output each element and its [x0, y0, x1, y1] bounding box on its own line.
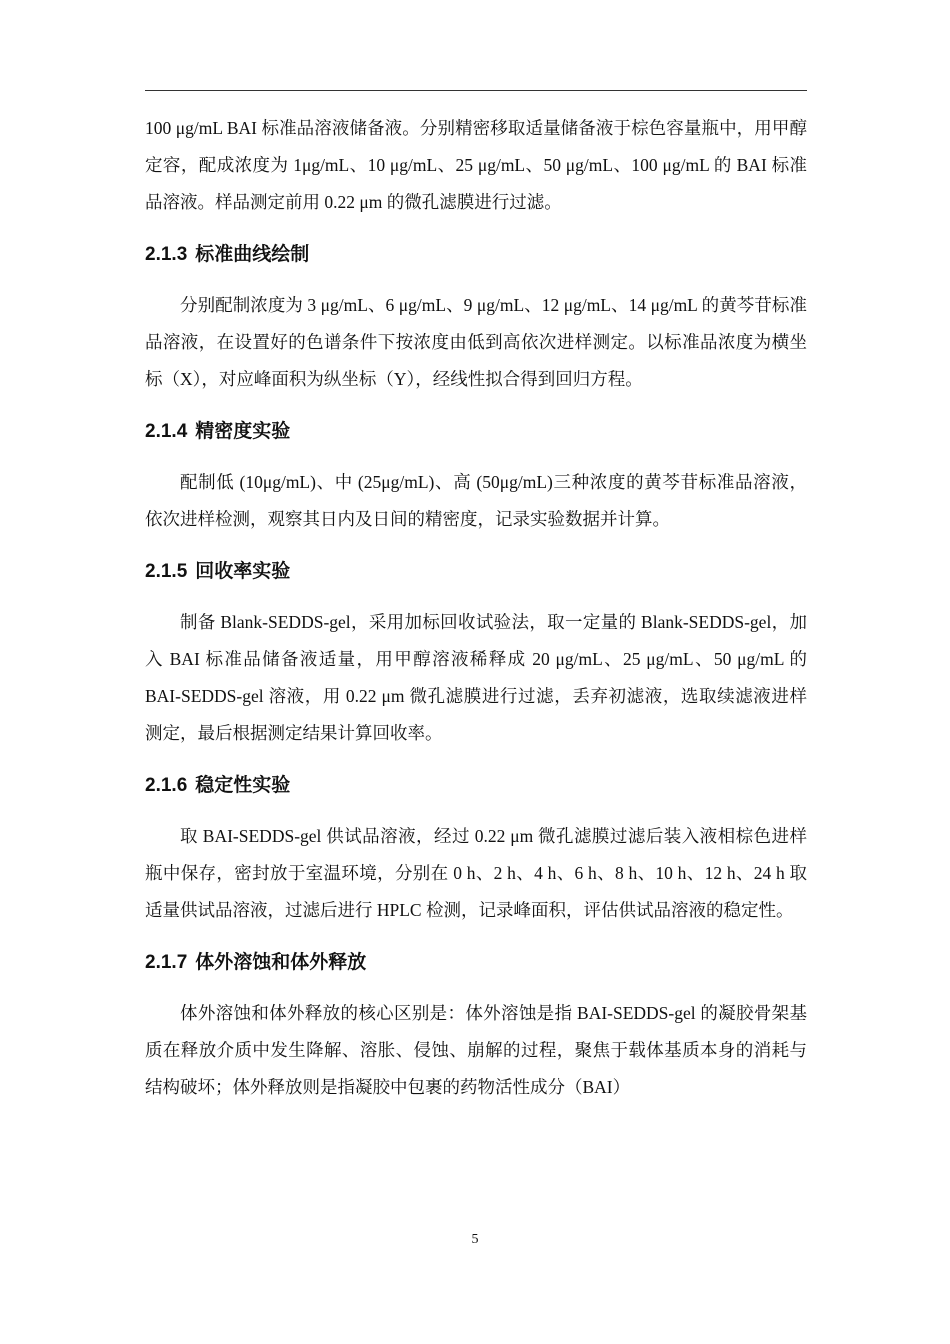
section-number: 2.1.7	[145, 952, 188, 973]
section-title: 标准曲线绘制	[195, 244, 310, 265]
section-number: 2.1.3	[145, 244, 188, 265]
section-title: 回收率实验	[195, 561, 291, 582]
section-title: 稳定性实验	[195, 775, 291, 796]
section-heading-2-1-6	[145, 772, 807, 800]
header-rule	[145, 90, 807, 91]
page-content	[145, 110, 807, 1106]
section-number: 2.1.6	[145, 775, 188, 796]
section-number: 2.1.4	[145, 421, 188, 442]
section-paragraph: 取 BAI-SEDDS-gel 供试品溶液，经过 0.22 μm 微孔滤膜过滤后装入液相棕色进样瓶中保存，密封放于室温环境，分别在 0 h、2 h、4 h、6 h、8 h、10 h、12 h、24 h 取适量供试品溶液，过滤后进行 HPLC 检测，记录峰面积，评估供试品溶液的稳定性。	[145, 826, 807, 920]
section-heading-2-1-3	[145, 241, 807, 269]
section-heading-2-1-5	[145, 558, 807, 586]
section-paragraph: 体外溶蚀和体外释放的核心区别是：体外溶蚀是指 BAI-SEDDS-gel 的凝胶骨架基质在释放介质中发生降解、溶胀、侵蚀、崩解的过程，聚焦于载体基质本身的消耗与结构破坏；体外释放则是指凝胶中包裹的药物活性成分（BAI）	[145, 1003, 807, 1097]
section-paragraph: 制备 Blank-SEDDS-gel，采用加标回收试验法，取一定量的 Blank-SEDDS-gel，加入 BAI 标准品储备液适量，用甲醇溶液稀释成 20 μg/mL、25 μg/mL、50 μg/mL 的 BAI-SEDDS-gel 溶液，用 0.22 μm 微孔滤膜进行过滤，丢弃初滤液，选取续滤液进样测定，最后根据测定结果计算回收率。	[145, 612, 807, 743]
section-paragraph: 分别配制浓度为 3 μg/mL、6 μg/mL、9 μg/mL、12 μg/mL、14 μg/mL 的黄芩苷标准品溶液，在设置好的色谱条件下按浓度由低到高依次进样测定。以标准品浓度为横坐标（X），对应峰面积为纵坐标（Y），经线性拟合得到回归方程。	[145, 295, 807, 389]
section-number: 2.1.5	[145, 561, 188, 582]
section-heading-2-1-7	[145, 949, 807, 977]
section-heading-2-1-4	[145, 418, 807, 446]
section-paragraph: 配制低 (10μg/mL)、中 (25μg/mL)、高 (50μg/mL)三种浓度的黄芩苷标准品溶液，依次进样检测，观察其日内及日间的精密度，记录实验数据并计算。	[145, 472, 807, 529]
page-number: 5	[471, 1232, 479, 1247]
section-title: 精密度实验	[195, 421, 291, 442]
section-title: 体外溶蚀和体外释放	[195, 952, 367, 973]
continued-paragraph: 100 μg/mL BAI 标准品溶液储备液。分别精密移取适量储备液于棕色容量瓶中，用甲醇定容，配成浓度为 1μg/mL、10 μg/mL、25 μg/mL、50 μg/mL、100 μg/mL 的 BAI 标准品溶液。样品测定前用 0.22 μm 的微孔滤膜进行过滤。	[145, 118, 807, 212]
